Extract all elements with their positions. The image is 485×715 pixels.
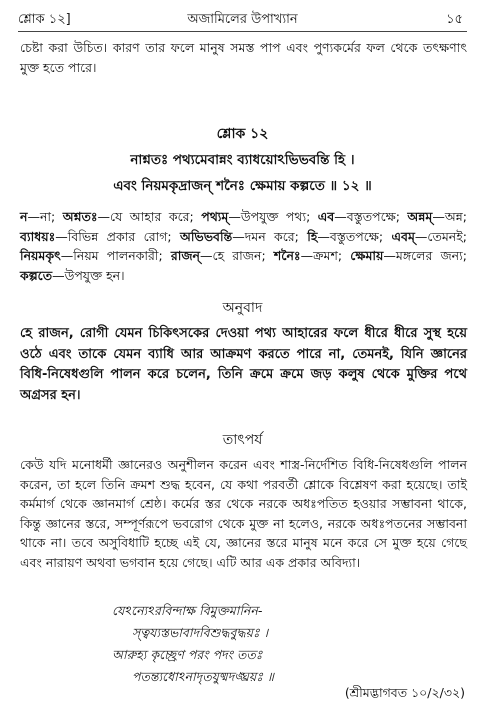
quote-line-2: স্ত্বয্যস্তভাবাদবিশুদ্ধবুদ্ধয়ঃ । xyxy=(132,625,269,640)
synonym-meaning: —বস্তুতপক্ষে; xyxy=(317,228,392,244)
header-rule xyxy=(18,31,467,32)
synonym-term: কল্পতে xyxy=(20,267,53,283)
quote-line-1: যেঽন্যেঽরবিন্দাক্ষ বিমুক্তমানিন- xyxy=(112,603,263,618)
quote-line-3: আরুহ্য কৃচ্ছ্রেণ পরং পদং ততঃ xyxy=(112,647,263,662)
synonym-meaning: —বিভিন্ন প্রকার রোগ; xyxy=(55,228,180,244)
synonym-term: এবম্ xyxy=(391,228,415,244)
synonym-term: ন xyxy=(20,209,28,224)
page-number: ১৫ xyxy=(446,12,463,27)
verse-line-1: নাশ্নতঃ পথ্যমেবান্নং ব্যাধয়োঽভিভবন্তি হি । xyxy=(130,152,355,168)
synonym-meaning: —বস্তুতপক্ষে; xyxy=(334,209,408,224)
synonym-term: পথ্যম্ xyxy=(201,209,229,224)
translation-paragraph: হে রাজন, রোগী যেমন চিকিৎসকের দেওয়া পথ্য আহারের ফলে ধীরে ধীরে সুস্থ হয়ে ওঠে এবং তাকে যেমন ব্যাধি আর আক্রমণ করতে পারে না, তেমনই, যিনি জ্ঞানের বিধি-নিষেধগুলি পালন করে চলেন, তিনি ক্রমে ক্রমে জড় কলুষ থেকে মুক্তির পথে অগ্রসর হন। xyxy=(20,326,467,403)
synonym-term: ব্যাধয়ঃ xyxy=(20,228,56,244)
synonym-meaning: —ক্রমশ; xyxy=(300,248,351,263)
page-header xyxy=(18,10,467,30)
synonym-meaning: —না; xyxy=(27,209,63,224)
translation-heading: অনুবাদ xyxy=(222,300,263,316)
synonym-term: শনৈঃ xyxy=(273,248,301,263)
synonym-meaning: —নিয়ম পালনকারী; xyxy=(60,248,171,263)
verse-line-2: এবং নিয়মকৃদ্রাজন্ শনৈঃ ক্ষেমায় কল্পতে ॥ ১২ ॥ xyxy=(113,178,372,194)
purport-heading: তাৎপর্য xyxy=(222,432,263,448)
synonym-meaning: —হে রাজন; xyxy=(200,248,274,263)
quote-line-4: পতন্ত্যধোঽনাদৃতযুষ্মদঙ্ঘ্রয়ঃ ॥ xyxy=(132,669,274,684)
quote-source: (শ্রীমদ্ভাগবত ১০/২/৩২) xyxy=(344,685,465,700)
synonym-term: এব xyxy=(317,209,335,224)
synonym-term: রাজন্ xyxy=(170,248,201,263)
synonym-term: অশ্নতঃ xyxy=(62,209,98,224)
synonym-term: অভিভবন্তি xyxy=(180,228,233,244)
header-chapter-title: অজামিলের উপাখ্যান xyxy=(187,12,298,27)
synonym-term: অন্নম্ xyxy=(407,209,433,224)
intro-paragraph: চেষ্টা করা উচিত। কারণ তার ফলে মানুষ সমস্ত পাপ এবং পুণ্যকর্মের ফল থেকে তৎক্ষণাৎ মুক্ত হতে পারে। xyxy=(20,40,467,75)
synonym-meaning: —অন্ন; xyxy=(432,209,468,224)
synonym-meaning: —মঙ্গলের জন্য; xyxy=(383,248,467,263)
synonym-meaning: —তেমনই; xyxy=(414,228,467,244)
header-verse-ref: শ্লোক ১২] xyxy=(18,12,71,27)
synonym-meaning: —যে আহার করে; xyxy=(97,209,202,224)
synonym-term: নিয়মকৃৎ xyxy=(20,248,61,263)
synonym-term: হি xyxy=(307,228,318,244)
synonyms-paragraph xyxy=(20,207,467,285)
synonym-meaning: —উপযুক্ত পথ্য; xyxy=(228,209,318,224)
synonym-meaning: —উপযুক্ত হন। xyxy=(52,267,125,283)
synonym-term: ক্ষেমায় xyxy=(350,248,384,263)
purport-paragraph: কেউ যদি মনোধর্মী জ্ঞানেরও অনুশীলন করেন এবং শাস্ত্র-নির্দেশিত বিধি-নিষেধগুলি পালন করেন, তা হলে তিনি ক্রমশ শুদ্ধ হবেন, যে কথা পরবর্তী শ্লোকে বিশ্লেষণ করা হয়েছে। তাই কর্মমার্গ থেকে জ্ঞানমার্গ শ্রেষ্ঠ। কর্মের স্তর থেকে নরকে অধঃপতিত হওয়ার সম্ভাবনা থাকে, কিন্তু জ্ঞানের স্তরে, সম্পূর্ণরূপে ভবরোগ থেকে মুক্ত না হলেও, নরকে অধঃপতনের সম্ভাবনা থাকে না। তবে অসুবিধাটি হচ্ছে এই যে, জ্ঞানের স্তরে মানুষ মনে করে সে মুক্ত হয়ে গেছে এবং নারায়ণ অথবা ভগবান হয়ে গেছে। এটি আর এক প্রকার অবিদ্যা। xyxy=(20,457,467,570)
verse-heading: শ্লোক ১২ xyxy=(216,126,269,142)
synonym-meaning: —দমন করে; xyxy=(232,228,308,244)
